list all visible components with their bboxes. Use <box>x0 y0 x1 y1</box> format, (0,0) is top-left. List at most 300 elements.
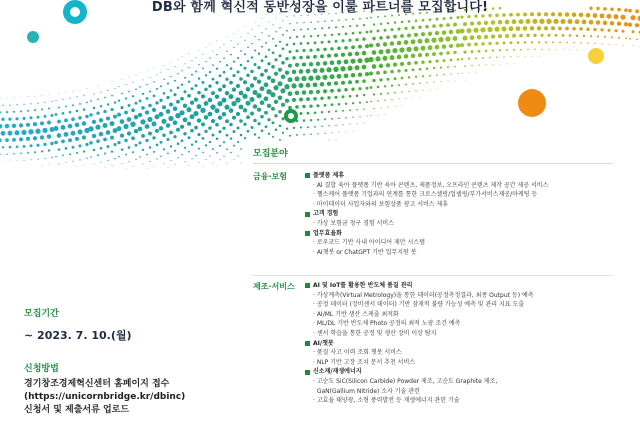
wave-dot <box>475 57 477 59</box>
wave-dot <box>171 62 172 63</box>
wave-dot <box>603 21 607 25</box>
wave-dot <box>275 129 278 132</box>
wave-dot <box>386 35 390 39</box>
wave-dot <box>2 146 4 148</box>
wave-dot <box>65 105 67 107</box>
wave-dot <box>247 60 249 62</box>
wave-dot <box>2 105 3 106</box>
wave-dot <box>227 163 228 164</box>
wave-dot <box>446 23 450 27</box>
wave-dot <box>241 37 242 38</box>
wave-dot <box>131 108 135 112</box>
wave-dot <box>371 115 372 116</box>
wave-dot <box>272 121 275 124</box>
period-label: 모집기간 <box>24 309 59 319</box>
wave-dot <box>334 40 337 43</box>
wave-dot <box>327 82 331 86</box>
wave-dot <box>237 43 238 44</box>
wave-dot <box>476 72 477 73</box>
wave-dot <box>124 139 127 142</box>
wave-dot <box>412 83 414 85</box>
wave-dot <box>239 77 243 81</box>
wave-dot <box>335 110 337 112</box>
wave-dot <box>282 34 284 36</box>
wave-dot <box>239 91 244 96</box>
wave-dot <box>62 112 65 115</box>
wave-dot <box>204 130 207 133</box>
wave-dot <box>0 154 1 155</box>
wave-dot <box>530 26 534 30</box>
wave-dot <box>419 82 421 84</box>
wave-dot <box>404 27 407 30</box>
wave-dot <box>359 18 361 20</box>
wave-dot <box>288 64 292 68</box>
wave-dot <box>513 49 515 51</box>
wave-dot <box>132 82 133 83</box>
wave-dot <box>203 166 204 167</box>
wave-dot <box>177 73 178 74</box>
wave-dot <box>120 119 125 124</box>
wave-dot <box>503 56 504 57</box>
wave-dot <box>149 90 151 92</box>
wave-dot <box>180 97 184 101</box>
wave-dot <box>22 117 25 120</box>
wave-dot <box>429 75 431 77</box>
wave-dot <box>274 58 277 61</box>
wave-dot <box>362 37 365 40</box>
wave-dot <box>492 64 493 65</box>
wave-dot <box>292 98 296 102</box>
wave-dot <box>118 99 120 101</box>
wave-dot <box>419 68 422 71</box>
wave-dot <box>129 77 130 78</box>
wave-dot <box>552 41 554 43</box>
wave-dot <box>519 19 524 24</box>
wave-dot <box>539 19 544 24</box>
wave-dot <box>254 50 256 52</box>
wave-dot <box>378 114 379 115</box>
wave-dot <box>447 66 449 68</box>
wave-dot <box>97 98 99 100</box>
wave-dot <box>267 118 270 121</box>
wave-dot <box>255 22 256 23</box>
wave-dot <box>159 126 163 130</box>
wave-dot <box>202 81 205 84</box>
wave-dot <box>580 42 581 43</box>
wave-dot <box>286 43 289 46</box>
wave-dot <box>216 68 218 70</box>
wave-dot <box>194 97 198 101</box>
wave-dot <box>212 64 214 66</box>
wave-dot <box>425 25 428 28</box>
wave-dot <box>330 47 333 50</box>
wave-dot <box>253 119 256 122</box>
wave-dot <box>379 64 383 68</box>
wave-dot <box>202 54 203 55</box>
wave-dot <box>49 94 50 95</box>
wave-dot <box>14 130 19 135</box>
wave-dot <box>509 26 514 31</box>
wave-dot <box>72 161 73 162</box>
wave-dot <box>230 67 233 70</box>
wave-dot <box>230 137 232 139</box>
wave-dot <box>76 96 77 97</box>
wave-dot <box>114 88 115 89</box>
wave-dot <box>187 94 191 98</box>
wave-dot <box>80 90 81 91</box>
wave-dot <box>510 41 513 44</box>
wave-dot <box>328 27 330 29</box>
wave-dot <box>334 81 338 85</box>
wave-dot <box>285 70 289 74</box>
wave-dot <box>303 119 306 122</box>
wave-dot <box>37 103 38 104</box>
wave-dot <box>380 107 381 108</box>
apply-url: (https://unicornbridge.kr/dbinc) <box>24 392 186 402</box>
wave-dot <box>477 35 482 40</box>
wave-dot <box>54 141 58 145</box>
wave-dot <box>168 167 169 168</box>
wave-dot <box>41 108 43 110</box>
wave-dot <box>57 133 62 138</box>
category-divider <box>253 275 613 276</box>
wave-dot <box>241 163 242 164</box>
wave-dot <box>208 84 211 87</box>
wave-dot <box>3 161 4 162</box>
wave-dot <box>236 126 239 129</box>
wave-dot <box>558 26 562 30</box>
wave-dot <box>168 116 173 121</box>
wave-dot <box>303 22 305 24</box>
wave-dot <box>320 97 323 100</box>
wave-dot <box>323 61 327 65</box>
wave-dot <box>153 95 156 98</box>
wave-dot <box>105 167 106 168</box>
wave-dot <box>390 28 393 31</box>
wave-dot <box>276 17 277 18</box>
wave-dot <box>260 115 264 119</box>
wave-dot <box>466 28 471 33</box>
wave-dot <box>147 168 148 169</box>
wave-dot <box>282 132 284 134</box>
wave-dot <box>44 102 45 103</box>
wave-dot <box>386 63 390 67</box>
wave-dot <box>359 102 361 104</box>
wave-dot <box>485 64 486 65</box>
wave-dot <box>532 56 533 57</box>
wave-dot <box>352 117 353 118</box>
wave-dot <box>510 56 511 57</box>
wave-dot <box>59 93 60 94</box>
wave-dot <box>506 49 508 51</box>
wave-dot <box>127 131 131 135</box>
wave-dot <box>68 138 72 142</box>
wave-dot <box>296 22 298 24</box>
wave-dot <box>344 59 349 64</box>
list-item: · 고순도 SiC(Silicon Carbide) Powder 제조, 고순도 Graphite 제조, <box>313 377 498 385</box>
wave-dot <box>404 69 407 72</box>
wave-dot <box>240 50 242 52</box>
wave-dot <box>299 98 303 102</box>
wave-dot <box>406 47 411 52</box>
wave-dot <box>488 42 491 45</box>
wave-dot <box>635 23 639 27</box>
wave-dot <box>512 19 517 24</box>
wave-dot <box>33 136 37 140</box>
wave-dot <box>293 29 295 31</box>
wave-dot <box>76 152 78 154</box>
wave-dot <box>118 156 120 158</box>
wave-dot <box>135 102 138 105</box>
wave-dot <box>75 123 80 128</box>
wave-dot <box>533 34 536 37</box>
wave-dot <box>221 98 226 103</box>
wave-dot <box>58 148 61 151</box>
wave-dot <box>404 40 409 45</box>
wave-dot <box>61 125 66 130</box>
wave-dot <box>456 16 459 19</box>
wave-dot <box>317 133 318 134</box>
wave-dot <box>321 111 323 113</box>
wave-dot <box>261 129 264 132</box>
wave-dot <box>135 88 137 90</box>
wave-dot <box>213 51 214 52</box>
wave-dot <box>82 135 86 139</box>
wave-dot <box>5 124 9 128</box>
wave-dot <box>152 121 157 126</box>
wave-dot <box>40 135 44 139</box>
wave-dot <box>425 53 429 57</box>
wave-dot <box>10 161 11 162</box>
wave-dot <box>615 29 618 32</box>
wave-dot <box>341 81 345 85</box>
wave-dot <box>261 32 262 33</box>
wave-dot <box>293 15 294 16</box>
wave-dot <box>79 159 80 160</box>
wave-dot <box>281 75 286 80</box>
wave-dot <box>377 16 379 18</box>
wave-dot <box>319 68 324 73</box>
wave-dot <box>418 53 422 57</box>
wave-dot <box>191 60 192 61</box>
wave-dot <box>260 86 265 91</box>
wave-dot <box>436 74 438 76</box>
wave-dot <box>477 21 481 25</box>
wave-dot <box>426 82 427 83</box>
wave-dot <box>148 104 152 108</box>
wave-dot <box>279 27 281 29</box>
wave-dot <box>47 134 52 139</box>
wave-dot <box>167 153 169 155</box>
wave-dot <box>387 92 389 94</box>
wave-dot <box>308 76 313 81</box>
wave-dot <box>29 116 32 119</box>
wave-dot <box>227 37 228 38</box>
wave-dot <box>268 35 270 37</box>
wave-dot <box>160 85 162 87</box>
recruit-divider <box>253 163 613 164</box>
wave-dot <box>562 49 563 50</box>
wave-dot <box>160 156 162 158</box>
wave-dot <box>338 117 340 119</box>
wave-dot <box>181 70 182 71</box>
wave-dot <box>344 88 347 91</box>
wave-dot <box>124 111 128 115</box>
wave-dot <box>216 152 218 154</box>
wave-dot <box>293 127 295 129</box>
wave-dot <box>392 48 397 53</box>
wave-dot <box>211 119 215 123</box>
wave-dot <box>537 26 541 30</box>
wave-dot <box>316 104 319 107</box>
wave-dot <box>608 44 609 45</box>
wave-dot <box>340 66 345 71</box>
wave-dot <box>366 101 368 103</box>
wave-dot <box>173 135 176 138</box>
recruit-title: 모집분야 <box>253 149 288 159</box>
wave-dot <box>285 57 288 60</box>
wave-dot <box>51 157 52 158</box>
wave-dot <box>463 36 468 41</box>
wave-dot <box>182 56 183 57</box>
wave-dot <box>582 20 587 25</box>
wave-dot <box>442 30 447 35</box>
wave-dot <box>337 88 341 92</box>
wave-dot <box>313 68 318 73</box>
wave-dot <box>630 15 635 20</box>
wave-dot <box>443 17 446 20</box>
wave-dot <box>237 57 239 59</box>
wave-dot <box>66 92 67 93</box>
wave-dot <box>20 153 22 155</box>
wave-dot <box>314 41 317 44</box>
wave-dot <box>251 56 253 58</box>
wave-dot <box>37 159 38 160</box>
wave-dot <box>100 147 103 150</box>
wave-dot <box>526 34 529 37</box>
wave-dot <box>594 43 595 44</box>
wave-dot <box>540 34 543 37</box>
wave-dot <box>247 46 249 48</box>
wave-dot <box>327 96 330 99</box>
wave-dot <box>384 85 386 87</box>
wave-dot <box>316 90 320 94</box>
wave-dot <box>379 36 383 40</box>
wave-dot <box>534 49 536 51</box>
wave-dot <box>6 153 8 155</box>
wave-dot <box>229 94 234 99</box>
wave-dot <box>181 139 184 142</box>
wave-dot <box>164 163 165 164</box>
wave-dot <box>98 85 99 86</box>
wave-dot <box>260 73 264 77</box>
wave-dot <box>484 35 488 39</box>
wave-dot <box>191 144 193 146</box>
wave-dot <box>5 138 9 142</box>
wave-dot <box>566 42 568 44</box>
wave-dot <box>264 111 268 115</box>
wave-dot <box>210 104 215 109</box>
wave-dot <box>69 153 71 155</box>
wave-dot <box>314 111 317 114</box>
wave-dot <box>44 115 47 118</box>
wave-dot <box>173 106 178 111</box>
wave-dot <box>442 44 447 49</box>
wave-dot <box>632 30 635 33</box>
wave-dot <box>384 15 386 17</box>
wave-dot <box>281 61 285 65</box>
wave-dot <box>189 165 190 166</box>
wave-dot <box>478 65 479 66</box>
wave-dot <box>136 75 137 76</box>
wave-dot <box>41 150 43 152</box>
wave-dot <box>321 125 323 127</box>
wave-dot <box>48 108 50 110</box>
wave-dot <box>347 66 352 71</box>
wave-dot <box>463 22 467 26</box>
wave-dot <box>107 145 110 148</box>
wave-dot <box>465 80 466 81</box>
wave-dot <box>452 36 457 41</box>
wave-dot <box>220 47 221 48</box>
wave-dot <box>198 64 199 65</box>
wave-dot <box>601 43 602 44</box>
wave-dot <box>317 21 319 23</box>
wave-dot <box>260 100 265 105</box>
wave-dot <box>262 18 263 19</box>
list-item: · 공정 데이터 (장비센서 데이터) 기반 잠재적 불량 가능성 예측 및 관리 지표 도출 <box>313 301 525 309</box>
wave-dot <box>170 160 171 161</box>
wave-dot <box>104 97 106 99</box>
wave-dot <box>202 68 204 70</box>
group-heading: 업무효율화 <box>305 229 635 239</box>
wave-dot <box>370 86 373 89</box>
wave-dot <box>301 76 306 81</box>
wave-dot <box>237 155 238 156</box>
wave-dot <box>597 35 599 37</box>
wave-dot <box>50 142 53 145</box>
wave-dot <box>324 21 326 23</box>
wave-dot <box>90 156 92 158</box>
wave-dot <box>215 123 219 127</box>
wave-dot <box>258 53 260 55</box>
wave-dot <box>162 105 166 109</box>
headline: DB와 함께 혁신적 동반성장을 이룰 파트너를 모집합니다! <box>151 0 489 15</box>
wave-dot <box>197 104 202 109</box>
wave-dot <box>191 158 192 159</box>
wave-dot <box>238 30 239 31</box>
wave-dot <box>636 38 638 40</box>
wave-dot <box>292 70 297 75</box>
wave-dot <box>426 67 429 70</box>
wave-dot <box>327 54 331 58</box>
wave-dot <box>240 64 243 67</box>
wave-dot <box>393 35 397 39</box>
wave-dot <box>135 159 136 160</box>
wave-dot <box>348 80 352 84</box>
wave-dot <box>268 133 270 135</box>
wave-dot <box>413 46 418 51</box>
wave-dot <box>93 149 96 152</box>
wave-dot <box>306 69 311 74</box>
wave-dot <box>229 81 233 85</box>
wave-dot <box>279 139 281 141</box>
wave-dot <box>62 155 64 157</box>
wave-dot <box>394 21 396 23</box>
wave-dot <box>373 108 374 109</box>
wave-dot <box>202 137 205 140</box>
wave-dot <box>498 34 502 38</box>
